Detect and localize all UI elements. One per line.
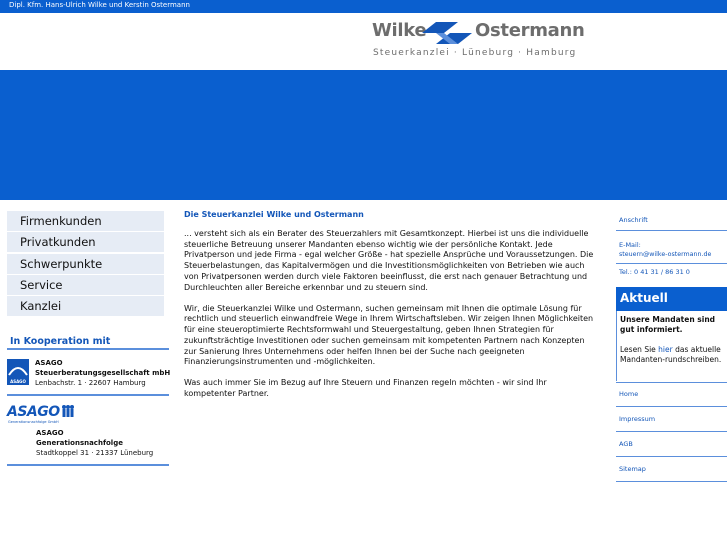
partner2-company: Generationsnachfolge xyxy=(36,439,123,447)
main-content xyxy=(184,210,599,410)
nav-item-kanzlei[interactable]: Kanzlei xyxy=(7,296,164,317)
aktuell-text xyxy=(620,345,727,365)
link-agb[interactable]: AGB xyxy=(619,440,633,448)
footer-links xyxy=(616,382,727,482)
partner2-name: ASAGO xyxy=(36,429,64,437)
partner2-address: Stadtkoppel 31 · 21337 Lüneburg xyxy=(36,449,154,457)
divider xyxy=(616,481,727,482)
asago-logo-subtitle: Generationsnachfolge GmbH xyxy=(8,420,59,424)
top-bar xyxy=(0,0,727,13)
right-sidebar xyxy=(616,210,727,276)
phone-number: Tel.: 0 41 31 / 86 31 0 xyxy=(619,268,690,276)
partner-asago-generation[interactable] xyxy=(36,428,153,458)
logo-word-wilke: Wilke xyxy=(372,20,427,41)
aktuell-title: Aktuell xyxy=(620,291,668,305)
divider xyxy=(7,464,169,466)
logo-mark-icon xyxy=(422,22,472,44)
email-link[interactable]: steuern@wilke-ostermann.de xyxy=(619,251,712,258)
aktuell-box xyxy=(616,311,727,381)
company-logo[interactable] xyxy=(372,20,585,62)
email-label: E-Mail: xyxy=(619,241,641,249)
main-navigation xyxy=(7,211,164,317)
paragraph-2: Wir, die Steuerkanzlei Wilke und Ostermann, suchen gemeinsam mit Ihnen die optimale Lösung für rechtlich und steuerlich einwandfreie Wege in Ihrem Wirtschaftsleben. Wir zeigen Ihnen Möglichkeiten für eine steueroptimierte Rechtsformwahl und Steuergestaltung, geben Ihnen Strategien für zukunftsträchtige Investitionen oder suchen gemeinsam mit kompetenten Partnern nach Konzepten zur Sanierung Ihres Unternehmens oder helfen Ihnen bei der Suche nach geeigneten Finanzierungsinstrumenten und -möglichkeiten. xyxy=(184,303,594,367)
top-bar-text: Dipl. Kfm. Hans-Ulrich Wilke und Kerstin Ostermann xyxy=(9,1,190,9)
divider xyxy=(616,382,727,383)
asago-people-icon xyxy=(61,404,75,418)
nav-item-service[interactable]: Service xyxy=(7,275,164,296)
divider xyxy=(7,394,169,396)
aktuell-text-post: das aktuelle Mandanten-rundschreiben. xyxy=(620,345,722,364)
logo-word-ostermann: Ostermann xyxy=(475,20,585,41)
aktuell-text-pre: Lesen Sie xyxy=(620,345,659,354)
divider xyxy=(616,456,727,457)
divider xyxy=(616,431,727,432)
header-banner xyxy=(0,70,727,200)
page-title: Die Steuerkanzlei Wilke und Ostermann xyxy=(184,210,364,219)
partner1-address: Lenbachstr. 1 · 22607 Hamburg xyxy=(35,379,146,387)
link-home[interactable]: Home xyxy=(619,390,639,398)
nav-item-firmenkunden[interactable]: Firmenkunden xyxy=(7,211,164,232)
divider xyxy=(616,263,727,264)
asago-generation-logo[interactable] xyxy=(7,404,75,420)
aktuell-header xyxy=(616,287,727,311)
asago-logo-icon xyxy=(7,359,29,385)
logo-subtitle: Steuerkanzlei · Lüneburg · Hamburg xyxy=(373,48,577,58)
asago-logo-text: ASAGO xyxy=(10,379,26,384)
asago-logo-word: ASAGO xyxy=(7,404,60,420)
aktuell-here-link[interactable]: hier xyxy=(658,345,673,354)
paragraph-1: ... versteht sich als ein Berater des Steuerzahlers mit Gesamtkonzept. Hierbei ist uns die individuelle steuerliche Betreuung unserer Mandanten ebenso wichtig wie der persönliche Kontakt. Jede Privatperson und jede Firma - egal welcher Größe - hat spezielle Ansprüche und Voraussetzungen. Die Steuerbelastungen, das Kapitalvermögen und die Investitionsmöglichkeiten von Betrieben wie auch von Privatpersonen werden durch viele Faktoren beeinflusst, die erst nach genauer Betrachtung und Durchleuchten aller Bereiche erkennbar und zu steuern sind. xyxy=(184,229,594,292)
link-impressum[interactable]: Impressum xyxy=(619,415,656,423)
partner1-name: ASAGO xyxy=(35,359,63,367)
cooperation-title: In Kooperation mit xyxy=(10,336,111,347)
divider xyxy=(7,348,169,350)
partner-asago-steuerberatung[interactable] xyxy=(7,356,171,392)
link-sitemap[interactable]: Sitemap xyxy=(619,465,646,473)
divider xyxy=(616,406,727,407)
aktuell-headline: Unsere Mandaten sind gut informiert. xyxy=(620,315,716,334)
paragraph-3: Was auch immer Sie im Bezug auf Ihre Steuern und Finanzen regeln möchten - wir sind Ihr kompetenter Partner. xyxy=(184,378,547,399)
anschrift-link[interactable]: Anschrift xyxy=(619,216,648,224)
partner1-company: Steuerberatungsgesellschaft mbH xyxy=(35,369,171,377)
nav-item-privatkunden[interactable]: Privatkunden xyxy=(7,232,164,253)
divider xyxy=(616,230,727,231)
nav-item-schwerpunkte[interactable]: Schwerpunkte xyxy=(7,254,164,275)
